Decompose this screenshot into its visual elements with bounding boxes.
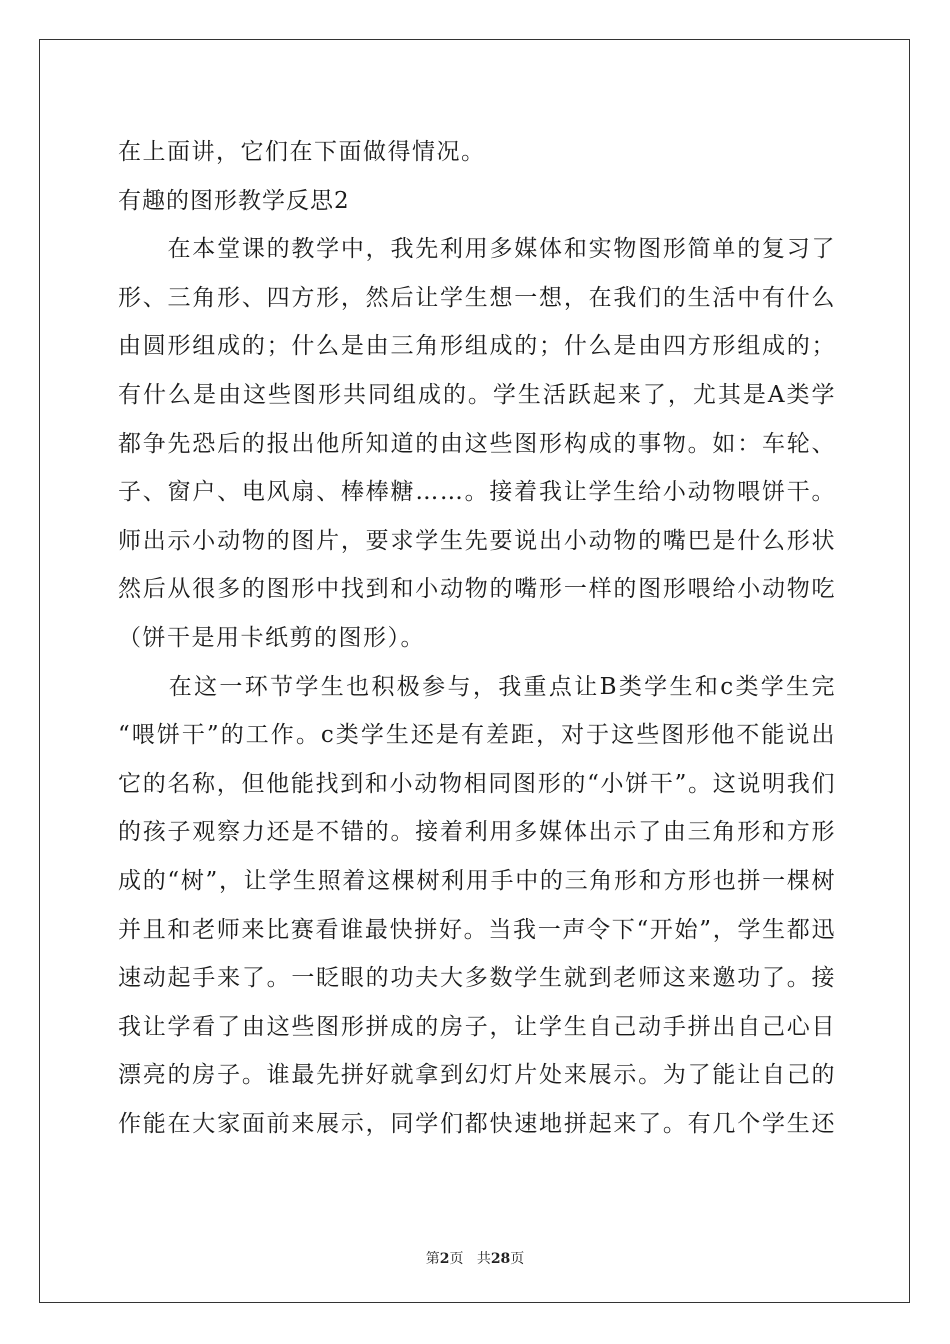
section-heading: 有趣的图形教学反思2: [118, 187, 350, 214]
text-line: 师出示小动物的图片，要求学生先要说出小动物的嘴巴是什么形状: [118, 527, 836, 554]
text-line: 在本堂课的教学中，我先利用多媒体和实物图形简单的复习了: [167, 236, 836, 263]
text-line: 子、窗户、电风扇、棒棒糖……。接着我让学生给小动物喂饼干。: [118, 479, 836, 506]
text-line: 都争先恐后的报出他所知道的由这些图形构成的事物。如：车轮、: [118, 430, 836, 457]
text-line: 它的名称，但他能找到和小动物相同图形的“小饼干”。这说明我们: [118, 770, 836, 797]
total-page-number: 28: [490, 1251, 511, 1267]
text-line: 在这一环节学生也积极参与，我重点让B类学生和c类学生完: [168, 673, 836, 700]
text-line: 在上面讲，它们在下面做得情况。: [118, 139, 486, 165]
text-line: 我让学看了由这些图形拼成的房子，让学生自己动手拼出自己心目: [118, 1013, 836, 1040]
text-line: 有什么是由这些图形共同组成的。学生活跃起来了，尤其是A类学: [118, 381, 836, 408]
total-prefix: 共: [476, 1251, 491, 1267]
current-page-number: 2: [439, 1251, 450, 1267]
text-line: （饼干是用卡纸剪的图形）。: [118, 624, 425, 651]
text-line: 并且和老师来比赛看谁最快拼好。当我一声令下“开始”，学生都迅: [118, 916, 836, 943]
page-prefix: 第: [425, 1251, 440, 1267]
text-line: 形、三角形、四方形，然后让学生想一想，在我们的生活中有什么: [118, 284, 836, 311]
page-suffix: 页: [449, 1251, 464, 1267]
page-footer: [0, 1248, 950, 1268]
text-line: 由圆形组成的；什么是由三角形组成的；什么是由四方形组成的；: [118, 333, 836, 360]
text-line: 然后从很多的图形中找到和小动物的嘴形一样的图形喂给小动物吃: [118, 576, 836, 603]
document-body: [118, 128, 836, 1148]
text-line: 漂亮的房子。谁最先拼好就拿到幻灯片处来展示。为了能让自己的: [118, 1062, 836, 1089]
text-line: 速动起手来了。一眨眼的功夫大多数学生就到老师这来邀功了。接: [118, 965, 836, 992]
text-line: “喂饼干”的工作。c类学生还是有差距，对于这些图形他不能说出: [118, 722, 836, 749]
text-line: 成的“树”，让学生照着这棵树利用手中的三角形和方形也拼一棵树: [118, 867, 836, 894]
text-line: 作能在大家面前来展示，同学们都快速地拼起来了。有几个学生还: [118, 1110, 836, 1137]
text-line: 的孩子观察力还是不错的。接着利用多媒体出示了由三角形和方形: [118, 819, 836, 846]
total-suffix: 页: [510, 1251, 525, 1267]
